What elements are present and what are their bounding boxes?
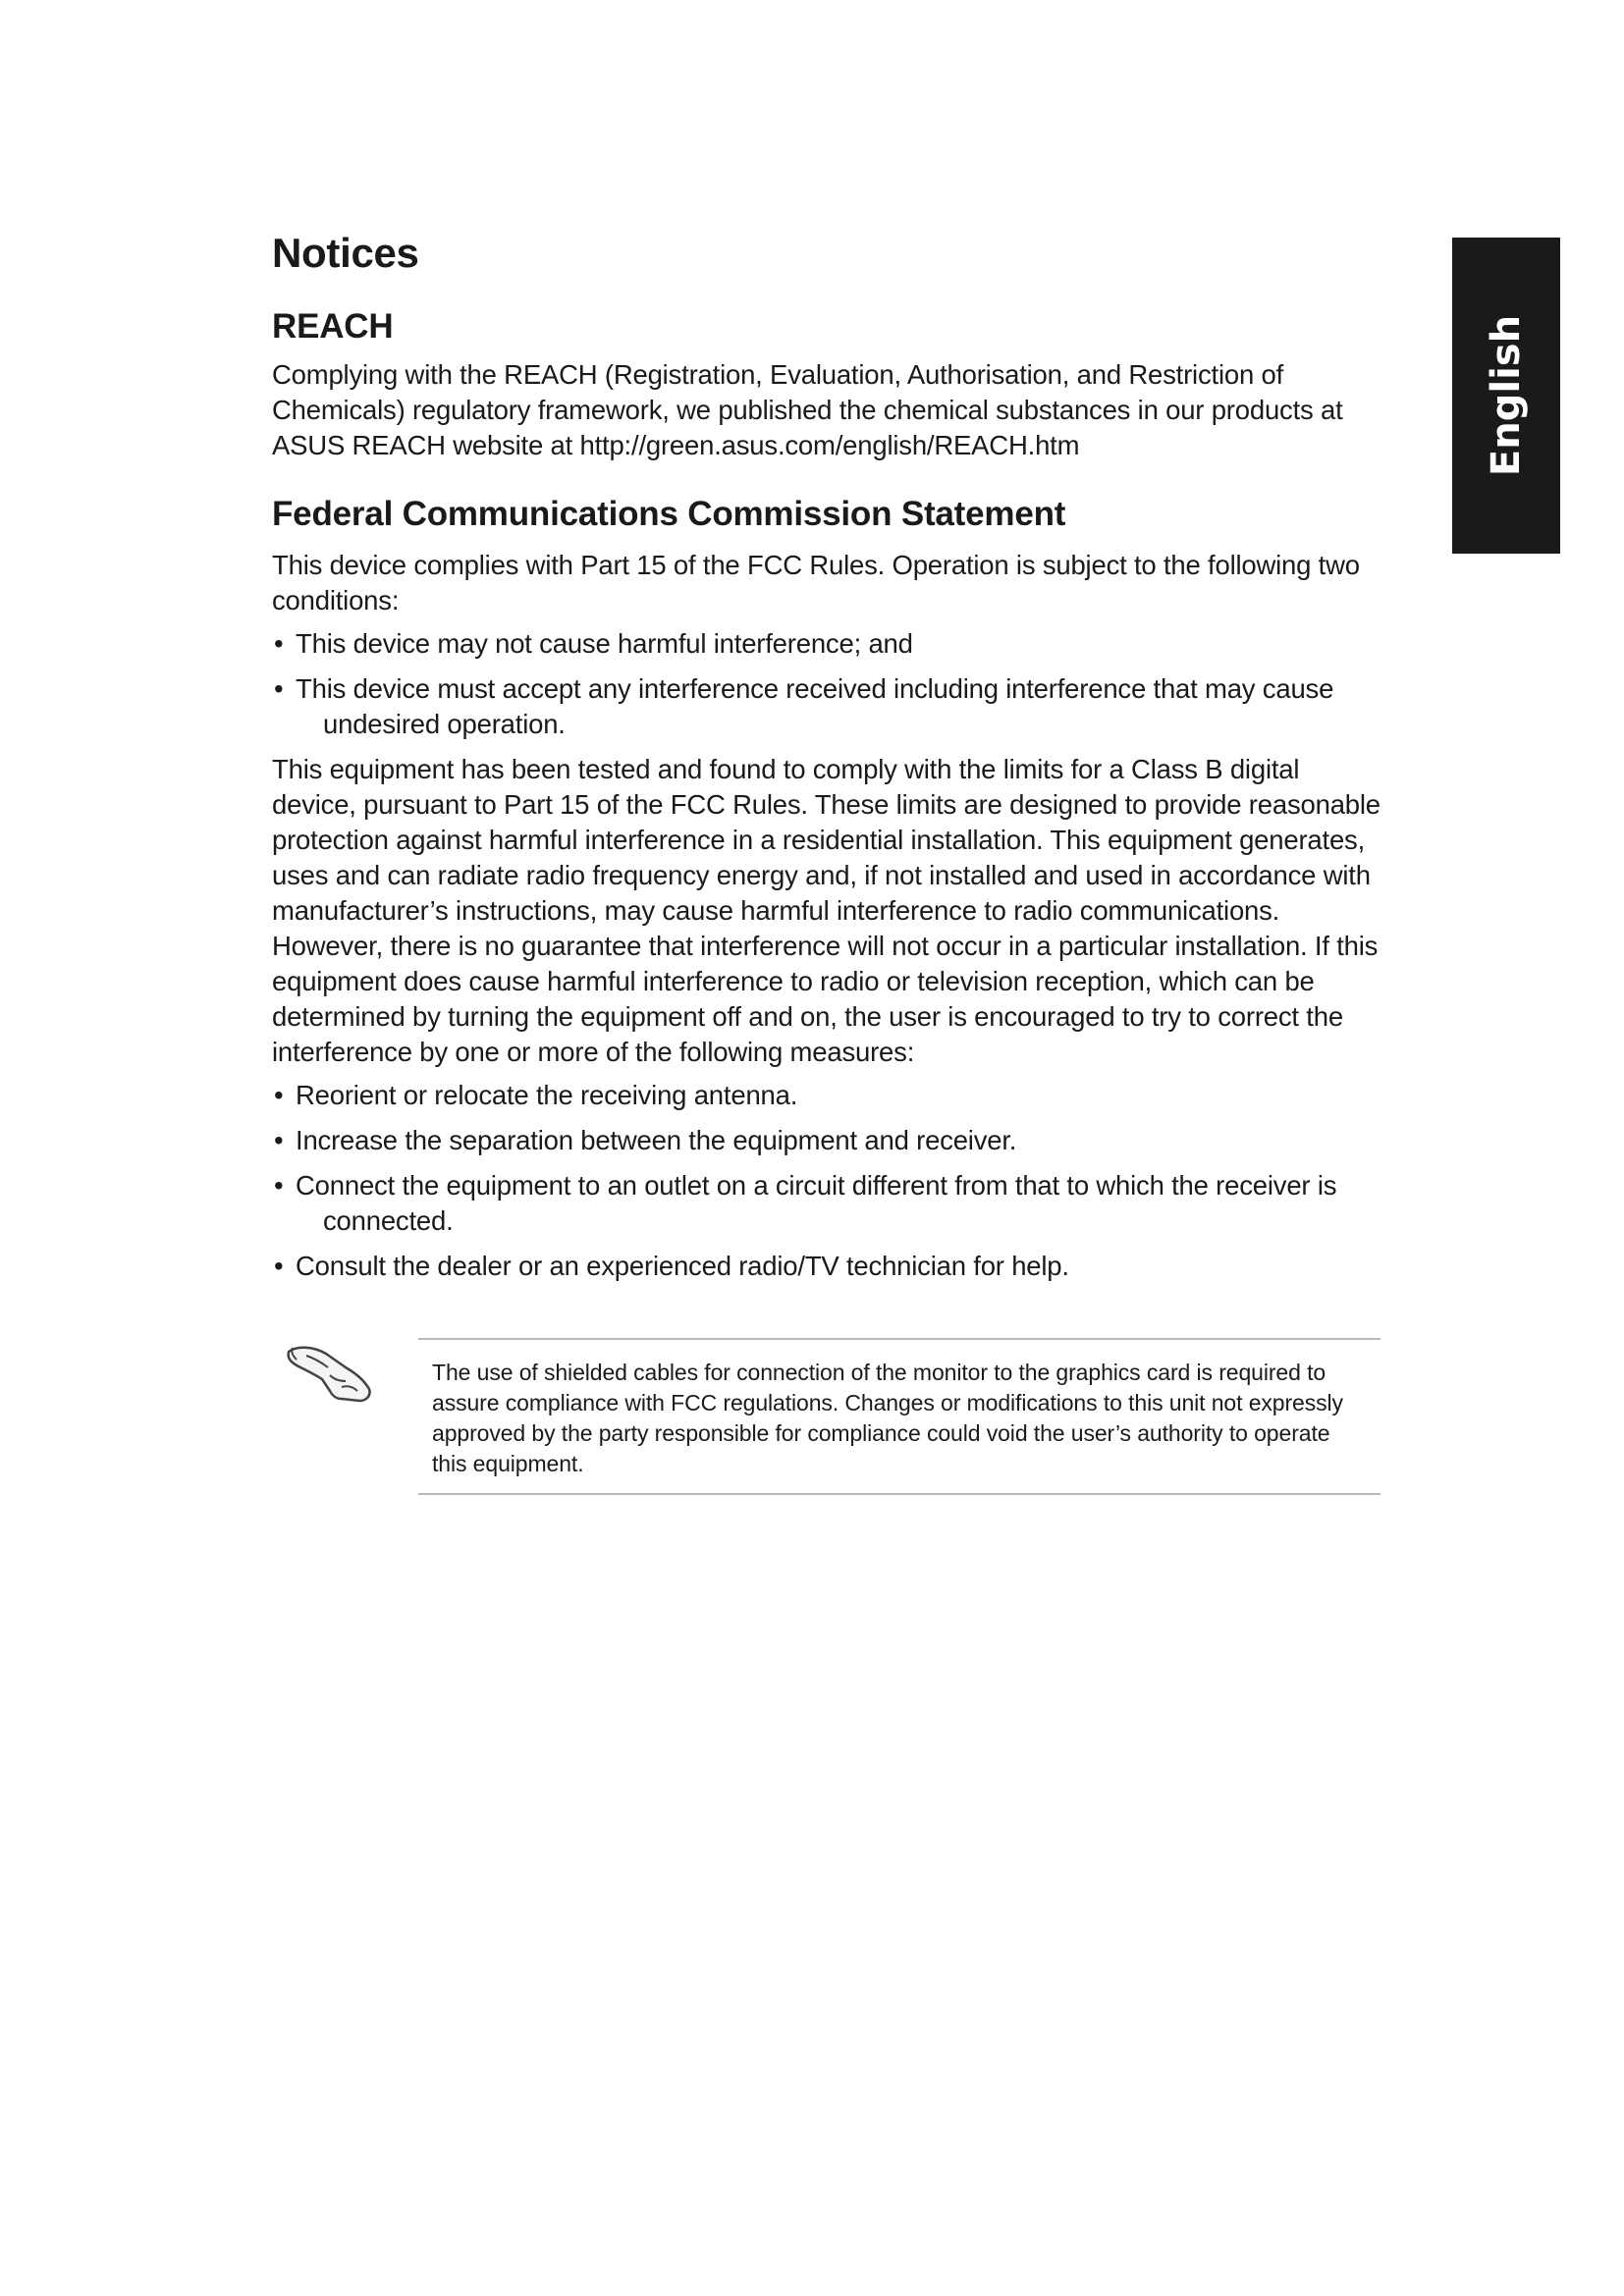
list-item: [272, 1249, 1381, 1284]
bullet-icon: •: [274, 1080, 284, 1110]
list-item-text: Consult the dealer or an experienced radio/TV technician for help.: [296, 1251, 1069, 1281]
language-tab: [1452, 238, 1560, 554]
bullet-icon: •: [274, 1251, 284, 1281]
list-item-text: This device may not cause harmful interference; and: [296, 628, 913, 659]
list-item-text: Connect the equipment to an outlet on a circuit different from that to which the receiver is: [296, 1170, 1337, 1201]
bullet-icon: •: [274, 1125, 284, 1155]
list-item-continuation: connected.: [323, 1205, 454, 1236]
fcc-conditions-list: [272, 626, 1381, 742]
note-text: The use of shielded cables for connection of the monitor to the graphics card is required to assure compliance with FCC regulations. Changes or modifications to this unit not expressly approved by the party responsible for compliance could void the user’s authority to operate this equipment.: [432, 1360, 1343, 1476]
list-item-text: Reorient or relocate the receiving antenna.: [296, 1080, 798, 1110]
list-item: [272, 1078, 1381, 1113]
page-title: Notices: [272, 230, 419, 276]
pointing-hand-icon: [283, 1338, 377, 1409]
bullet-icon: •: [274, 673, 284, 704]
note-box: [418, 1338, 1380, 1495]
page-content: [272, 228, 1381, 1294]
fcc-heading: Federal Communications Commission Statement: [272, 495, 1066, 534]
reach-section: [272, 305, 1381, 464]
language-tab-label: English: [1484, 314, 1529, 477]
list-item-continuation: undesired operation.: [323, 709, 566, 739]
fcc-measures-list: [272, 1078, 1381, 1284]
bullet-icon: •: [274, 1170, 284, 1201]
list-item: [272, 626, 1381, 662]
bullet-icon: •: [274, 628, 284, 659]
fcc-paragraph: This equipment has been tested and found to comply with the limits for a Class B digital device, pursuant to Part 15 of the FCC Rules. These limits are designed to provide reasonable protection against harmful interference in a residential installation. This equipment generates, uses and can radiate radio frequency energy and, if not installed and used in accordance with manufacturer’s instructions, may cause harmful interference to radio communications. However, there is no guarantee that interference will not occur in a particular installation. If this equipment does cause harmful interference to radio or television reception, which can be determined by turning the equipment off and on, the user is encouraged to try to correct the interference by one or more of the following measures:: [272, 754, 1380, 1067]
fcc-section: [272, 493, 1381, 1284]
list-item-text: Increase the separation between the equipment and receiver.: [296, 1125, 1017, 1155]
reach-heading: REACH: [272, 306, 394, 346]
reach-paragraph: Complying with the REACH (Registration, Evaluation, Authorisation, and Restriction of Chemicals) regulatory framework, we published the chemical substances in our products at ASUS REACH website at http://green.asus.com/english/REACH.htm: [272, 359, 1343, 461]
list-item-text: This device must accept any interference received including interference that may cause: [296, 673, 1334, 704]
fcc-intro: This device complies with Part 15 of the FCC Rules. Operation is subject to the following two conditions:: [272, 550, 1360, 615]
list-item: [272, 1168, 1381, 1239]
list-item: [272, 1123, 1381, 1158]
list-item: [272, 671, 1381, 742]
